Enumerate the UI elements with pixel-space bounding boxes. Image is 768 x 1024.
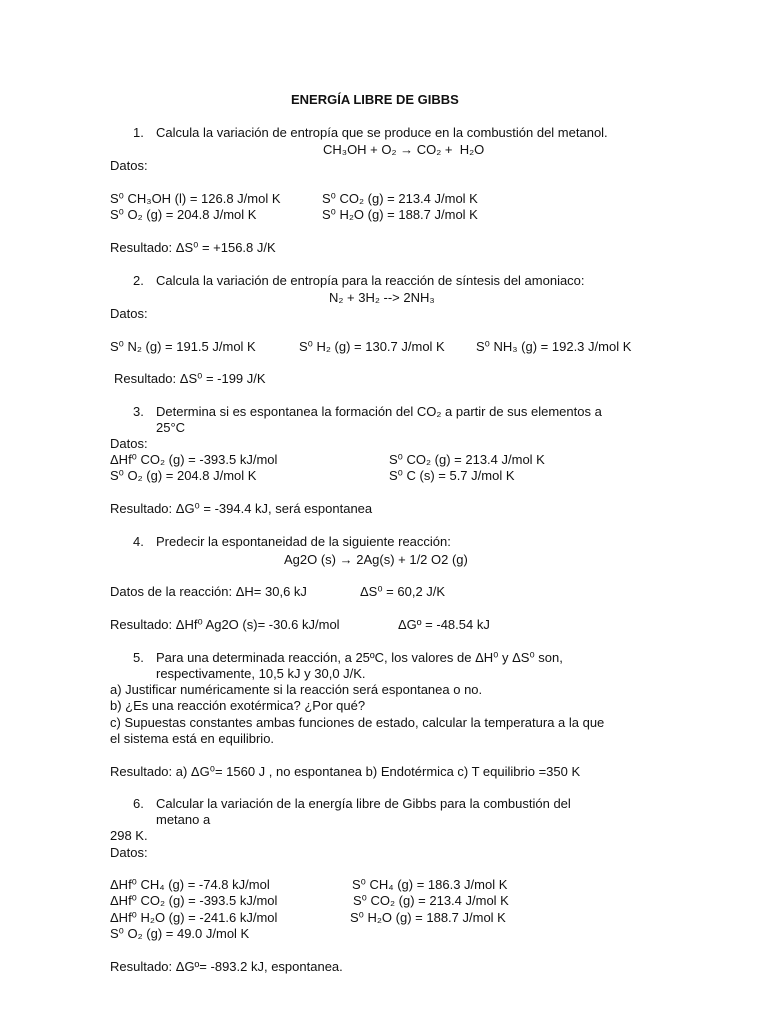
problem-6-result: Resultado: ΔGº= -893.2 kJ, espontanea. bbox=[110, 959, 343, 974]
problem-4-equation: Ag2O (s) → 2Ag(s) + 1/2 O2 (g) bbox=[284, 552, 468, 567]
problem-2-equation: N₂ + 3H₂ --> 2NH₃ bbox=[329, 290, 435, 305]
problem-6-temperature: 298 K. bbox=[110, 828, 148, 843]
problem-3-data-1a: ΔHf⁰ CO₂ (g) = -393.5 kJ/mol bbox=[110, 452, 278, 467]
problem-1-data-2b: S⁰ H₂O (g) = 188.7 J/mol K bbox=[322, 207, 478, 222]
problem-4-result-b: ΔGº = -48.54 kJ bbox=[398, 617, 490, 632]
problem-2-result: Resultado: ΔS⁰ = -199 J/K bbox=[114, 371, 266, 386]
problem-1-data-1b: S⁰ CO₂ (g) = 213.4 J/mol K bbox=[322, 191, 478, 206]
problem-5-question-a: a) Justificar numéricamente si la reacción será espontanea o no. bbox=[110, 682, 483, 697]
problem-5-statement-line-2: respectivamente, 10,5 kJ y 30,0 J/K. bbox=[156, 666, 366, 681]
problem-5-question-c-line-2: el sistema está en equilibrio. bbox=[110, 731, 275, 746]
problem-6-data-1b: S⁰ CH₄ (g) = 186.3 J/mol K bbox=[352, 877, 508, 892]
problem-2-data-1c: S⁰ NH₃ (g) = 192.3 J/mol K bbox=[476, 339, 632, 354]
problem-5-result: Resultado: a) ΔG⁰= 1560 J , no espontanea b) Endotérmica c) T equilibrio =350 K bbox=[110, 764, 581, 779]
problem-3-statement-line-2: 25°C bbox=[156, 420, 186, 435]
problem-4-result-a: Resultado: ΔHf⁰ Ag2O (s)= -30.6 kJ/mol bbox=[110, 617, 340, 632]
problem-6-number: 6. bbox=[133, 796, 144, 811]
problem-1-number: 1. bbox=[133, 125, 144, 140]
problem-2-number: 2. bbox=[133, 273, 144, 288]
problem-3-data-2a: S⁰ O₂ (g) = 204.8 J/mol K bbox=[110, 468, 257, 483]
problem-3-datos-label: Datos: bbox=[110, 436, 148, 451]
problem-4-datos-a: Datos de la reacción: ΔH= 30,6 kJ bbox=[110, 584, 307, 599]
problem-1-datos-label: Datos: bbox=[110, 158, 148, 173]
problem-1-data-2a: S⁰ O₂ (g) = 204.8 J/mol K bbox=[110, 207, 257, 222]
problem-3-data-2b: S⁰ C (s) = 5.7 J/mol K bbox=[389, 468, 515, 483]
problem-6-data-2b: S⁰ CO₂ (g) = 213.4 J/mol K bbox=[353, 893, 509, 908]
problem-2-data-1b: S⁰ H₂ (g) = 130.7 J/mol K bbox=[299, 339, 445, 354]
problem-4-datos-b: ΔS⁰ = 60,2 J/K bbox=[360, 584, 446, 599]
problem-5-question-c-line-1: c) Supuestas constantes ambas funciones de estado, calcular la temperatura a la que bbox=[110, 715, 605, 730]
problem-6-datos-label: Datos: bbox=[110, 845, 148, 860]
problem-6-data-2a: ΔHf⁰ CO₂ (g) = -393.5 kJ/mol bbox=[110, 893, 278, 908]
problem-6-data-4a: S⁰ O₂ (g) = 49.0 J/mol K bbox=[110, 926, 250, 941]
problem-4-number: 4. bbox=[133, 534, 144, 549]
problem-1-statement: Calcula la variación de entropía que se produce en la combustión del metanol. bbox=[156, 125, 608, 140]
problem-5-number: 5. bbox=[133, 650, 144, 665]
problem-2-statement: Calcula la variación de entropía para la reacción de síntesis del amoniaco: bbox=[156, 273, 585, 288]
problem-5-statement-line-1: Para una determinada reacción, a 25ºC, los valores de ΔH⁰ y ΔS⁰ son, bbox=[156, 650, 563, 665]
problem-4-statement: Predecir la espontaneidad de la siguiente reacción: bbox=[156, 534, 451, 549]
problem-3-data-1b: S⁰ CO₂ (g) = 213.4 J/mol K bbox=[389, 452, 545, 467]
problem-6-data-3a: ΔHf⁰ H₂O (g) = -241.6 kJ/mol bbox=[110, 910, 278, 925]
problem-3-statement-line-1: Determina si es espontanea la formación del CO₂ a partir de sus elementos a bbox=[156, 404, 602, 419]
problem-1-result: Resultado: ΔS⁰ = +156.8 J/K bbox=[110, 240, 276, 255]
problem-1-data-1a: S⁰ CH₃OH (l) = 126.8 J/mol K bbox=[110, 191, 281, 206]
problem-2-data-1a: S⁰ N₂ (g) = 191.5 J/mol K bbox=[110, 339, 256, 354]
problem-6-data-3b: S⁰ H₂O (g) = 188.7 J/mol K bbox=[350, 910, 506, 925]
problem-6-data-1a: ΔHf⁰ CH₄ (g) = -74.8 kJ/mol bbox=[110, 877, 270, 892]
problem-6-statement-line-2: metano a bbox=[156, 812, 211, 827]
problem-6-statement-line-1: Calcular la variación de la energía libre de Gibbs para la combustión del bbox=[156, 796, 571, 811]
problem-2-datos-label: Datos: bbox=[110, 306, 148, 321]
problem-3-number: 3. bbox=[133, 404, 144, 419]
problem-3-result: Resultado: ΔG⁰ = -394.4 kJ, será espontanea bbox=[110, 501, 373, 516]
page-title: ENERGÍA LIBRE DE GIBBS bbox=[291, 92, 459, 107]
problem-1-equation: CH₃OH + O₂ → CO₂ + H₂O bbox=[323, 142, 485, 157]
problem-5-question-b: b) ¿Es una reacción exotérmica? ¿Por qué? bbox=[110, 698, 366, 713]
